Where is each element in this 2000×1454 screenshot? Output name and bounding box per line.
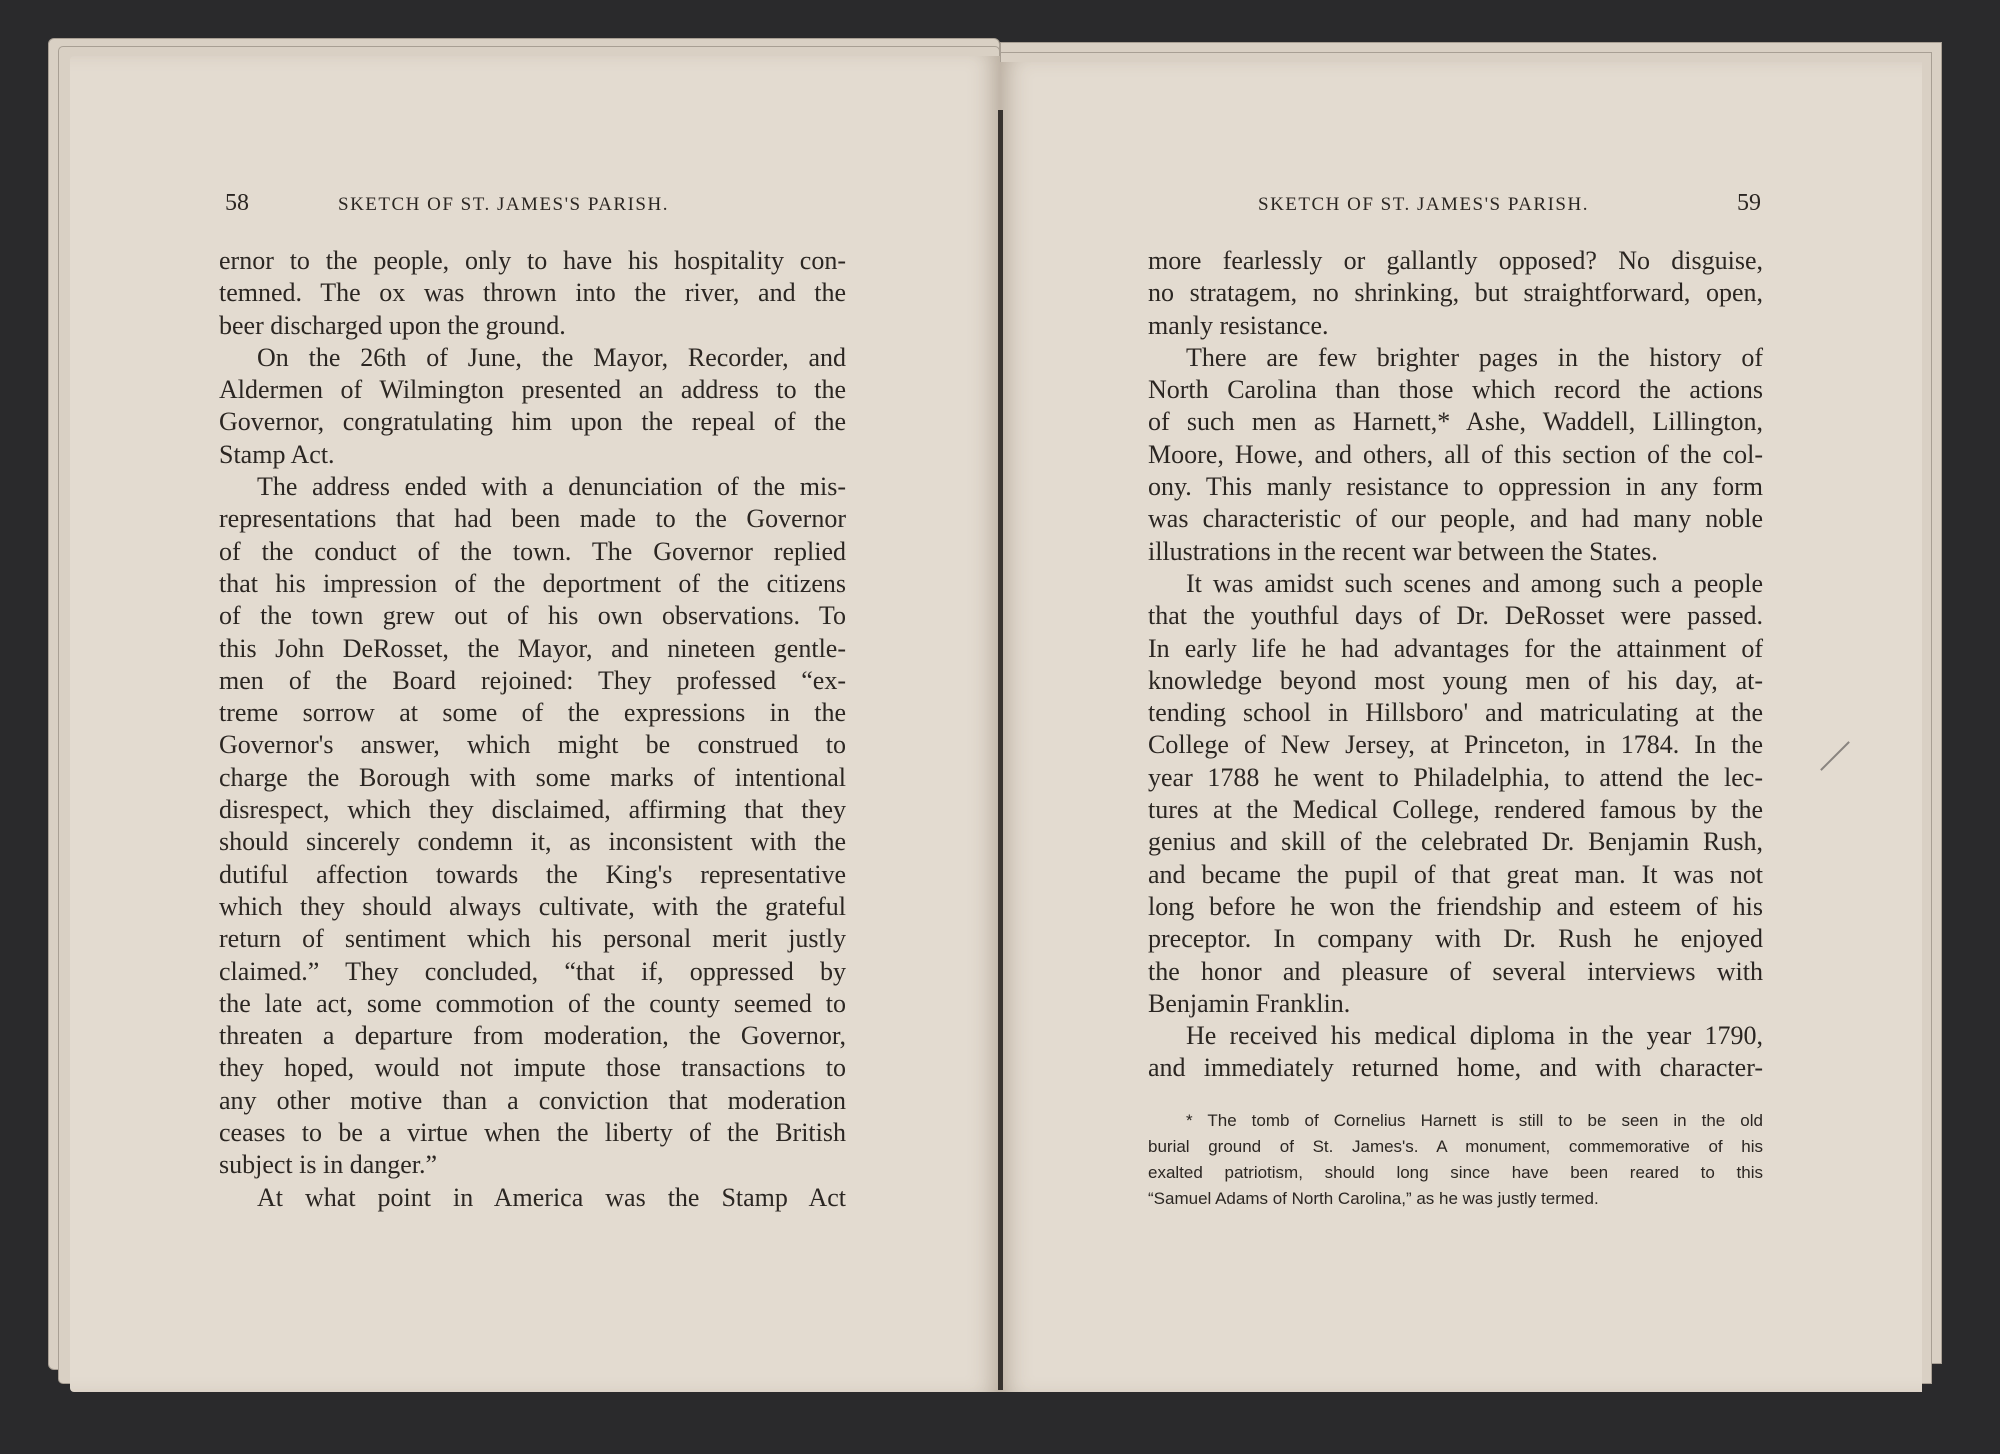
text-line: preceptor. In company with Dr. Rush he enjoyed [1148, 924, 1763, 954]
text-line: and became the pupil of that great man. It was not [1148, 859, 1763, 889]
text-line: more fearlessly or gallantly opposed? No disguise, [1148, 246, 1763, 275]
text-line: Moore, Howe, and others, all of this section of the col- [1148, 439, 1763, 469]
text-line: * The tomb of Cornelius Harnett is still to be seen in the old [1186, 1111, 1763, 1130]
text-line: of such men as Harnett,* Ashe, Waddell, Lillington, [1148, 407, 1763, 437]
text-line: threaten a departure from moderation, the Governor, [219, 1021, 846, 1051]
text-line: subject is in danger.” [219, 1150, 438, 1180]
text-line: any other motive than a conviction that moderation [219, 1085, 846, 1115]
text-line: manly resistance. [1148, 310, 1329, 340]
text-line: ony. This manly resistance to oppression in any form [1148, 472, 1763, 502]
text-line: He received his medical diploma in the year 1790, [1186, 1021, 1763, 1051]
text-line: Governor, congratulating him upon the repeal of the [219, 407, 846, 437]
text-line: temned. The ox was thrown into the river, and the [219, 278, 846, 308]
running-head-left: SKETCH OF ST. JAMES'S PARISH. [338, 194, 669, 215]
text-line: Stamp Act. [219, 439, 335, 469]
text-line: the late act, some commotion of the county seemed to [219, 988, 846, 1018]
text-line: the honor and pleasure of several interviews with [1148, 956, 1763, 986]
text-line: genius and skill of the celebrated Dr. Benjamin Rush, [1148, 827, 1763, 857]
text-line: At what point in America was the Stamp Act [257, 1182, 846, 1212]
text-line: Governor's answer, which might be construed to [219, 730, 846, 760]
text-line: ceases to be a virtue when the liberty of the British [219, 1118, 846, 1148]
text-line: Aldermen of Wilmington presented an address to the [219, 375, 846, 405]
book-gutter [998, 110, 1003, 1390]
text-line: they hoped, would not impute those transactions to [219, 1053, 846, 1083]
text-line: There are few brighter pages in the history of [1186, 342, 1763, 372]
text-line: that his impression of the deportment of the citizens [219, 568, 846, 598]
text-line: no stratagem, no shrinking, but straightforward, open, [1148, 278, 1763, 308]
text-line: was characteristic of our people, and had many noble [1148, 504, 1763, 534]
text-line: men of the Board rejoined: They professed “ex- [219, 665, 846, 695]
text-line: illustrations in the recent war between the States. [1148, 536, 1658, 566]
text-line: year 1788 he went to Philadelphia, to attend the lec- [1148, 762, 1763, 792]
left-page-body [219, 245, 846, 1214]
text-line: North Carolina than those which record the actions [1148, 375, 1763, 405]
text-line: should sincerely condemn it, as inconsistent with the [219, 827, 846, 857]
text-line: tending school in Hillsboro' and matriculating at the [1148, 698, 1763, 728]
text-line: On the 26th of June, the Mayor, Recorder, and [257, 342, 846, 372]
text-line: College of New Jersey, at Princeton, in 1784. In the [1148, 730, 1763, 760]
page-number-left: 58 [225, 190, 249, 216]
text-line: Benjamin Franklin. [1148, 988, 1351, 1018]
text-line: which they should always cultivate, with the grateful [219, 891, 846, 921]
text-line: claimed.” They concluded, “that if, oppressed by [219, 956, 846, 986]
text-line: exalted patriotism, should long since have been reared to this [1148, 1163, 1763, 1182]
footnote [1148, 1108, 1763, 1212]
text-line: long before he won the friendship and esteem of his [1148, 891, 1763, 921]
text-line: disrespect, which they disclaimed, affirming that they [219, 795, 846, 825]
text-line: return of sentiment which his personal merit justly [219, 924, 846, 954]
text-line: this John DeRosset, the Mayor, and nineteen gentle- [219, 633, 846, 663]
right-page-body [1148, 245, 1763, 1085]
text-line: In early life he had advantages for the attainment of [1148, 633, 1763, 663]
text-line: treme sorrow at some of the expressions in the [219, 698, 846, 728]
text-line: tures at the Medical College, rendered famous by the [1148, 795, 1763, 825]
text-line: beer discharged upon the ground. [219, 310, 566, 340]
text-line: It was amidst such scenes and among such a people [1186, 568, 1763, 598]
text-line: dutiful affection towards the King's representative [219, 859, 846, 889]
text-line: that the youthful days of Dr. DeRosset were passed. [1148, 601, 1763, 631]
text-line: charge the Borough with some marks of intentional [219, 762, 846, 792]
text-line: ernor to the people, only to have his hospitality con- [219, 246, 846, 275]
running-head-right: SKETCH OF ST. JAMES'S PARISH. [1258, 194, 1589, 215]
text-line: of the town grew out of his own observations. To [219, 601, 846, 631]
text-line: of the conduct of the town. The Governor replied [219, 536, 846, 566]
text-line: burial ground of St. James's. A monument, commemorative of his [1148, 1137, 1763, 1156]
text-line: and immediately returned home, and with character- [1148, 1053, 1763, 1083]
text-line: knowledge beyond most young men of his day, at- [1148, 665, 1763, 695]
page-number-right: 59 [1737, 190, 1761, 216]
text-line: representations that had been made to the Governor [219, 504, 846, 534]
text-line: The address ended with a denunciation of the mis- [257, 472, 846, 502]
text-line: “Samuel Adams of North Carolina,” as he was justly termed. [1148, 1189, 1599, 1208]
